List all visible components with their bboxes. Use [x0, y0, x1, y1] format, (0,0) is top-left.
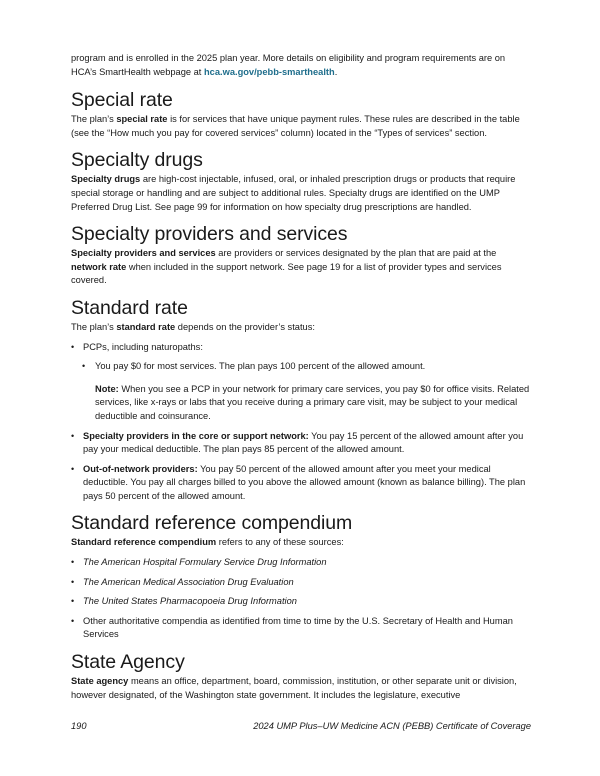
note-paragraph	[71, 383, 531, 424]
special-rate-text: The plan’s	[71, 114, 117, 125]
specialty-drugs-paragraph	[71, 173, 531, 214]
note-label: Note:	[95, 383, 119, 394]
specialty-providers-paragraph	[71, 247, 531, 288]
list-item	[71, 595, 531, 609]
list-item	[71, 576, 531, 590]
compendium-source: The American Hospital Formulary Service Drug Information	[83, 557, 327, 568]
bullet-icon: •	[82, 361, 86, 372]
compendium-source: The United States Pharmacopoeia Drug Information	[83, 596, 297, 607]
specialty-drugs-text: are high-cost injectable, infused, oral, or inhaled prescription drugs or products that require special storage or handling and are subject to additional rules. Specialty drugs are identified on the UMP Preferred Drug List. See page 99 for information on how specialty drug prescriptions are handled.	[71, 174, 516, 212]
list-item	[71, 615, 531, 642]
standard-rate-paragraph	[71, 321, 531, 335]
pcp-sub-bullet-text: You pay $0 for most services. The plan pays 100 percent of the allowed amount.	[95, 361, 426, 372]
compendium-term: Standard reference compendium	[71, 537, 217, 548]
standard-rate-term: standard rate	[116, 321, 176, 332]
intro-paragraph	[71, 52, 531, 79]
list-item	[71, 341, 531, 355]
compendium-paragraph	[71, 536, 531, 550]
compendium-source-other: Other authoritative compendia as identified from time to time by the U.S. Secretary of Health and Human Services	[83, 615, 513, 640]
special-rate-text-end: is for services that have unique payment rules. These rules are described in the table (see the “How much you pay for covered services” column) located in the “Types of services” section.	[71, 114, 520, 138]
heading-standard-rate: Standard rate	[71, 296, 188, 319]
heading-state-agency: State Agency	[71, 651, 185, 674]
bullet-icon: •	[71, 463, 75, 474]
bullet-icon: •	[71, 615, 75, 626]
list-item	[71, 360, 531, 374]
smarthealth-link[interactable]: hca.wa.gov/pebb-smarthealth	[203, 66, 335, 77]
state-agency-paragraph	[71, 675, 531, 702]
network-rate-term: network rate	[71, 261, 127, 272]
specialty-providers-text-end: when included in the support network. See page 19 for a list of provider types and services covered.	[71, 261, 502, 286]
bullet-icon: •	[71, 430, 75, 441]
page-number: 190	[71, 721, 87, 731]
heading-specialty-providers: Specialty providers and services	[71, 223, 348, 246]
special-rate-paragraph	[71, 113, 531, 140]
state-agency-term: State agency	[71, 676, 129, 687]
pcp-bullet-text: PCPs, including naturopaths:	[83, 341, 203, 352]
compendium-source: The American Medical Association Drug Evaluation	[83, 576, 294, 587]
standard-rate-text: The plan’s	[71, 321, 117, 332]
standard-rate-text-end: depends on the provider’s status:	[175, 321, 315, 332]
list-item	[71, 556, 531, 570]
specialty-drugs-term: Specialty drugs	[71, 174, 141, 185]
compendium-list	[71, 556, 531, 642]
specialty-network-text: You pay 15 percent of the allowed amount after you pay your medical deductible. The plan pays 85 percent of the allowed amount.	[83, 430, 524, 455]
list-item	[71, 430, 531, 457]
heading-special-rate: Special rate	[71, 89, 173, 112]
out-of-network-text: You pay 50 percent of the allowed amount after you meet your medical deductible. You pay all charges billed to you above the allowed amount (known as balance billing). The plan pays 50 percent of the allowed amount.	[83, 463, 526, 501]
special-rate-term: special rate	[116, 114, 168, 125]
standard-rate-list	[71, 341, 531, 504]
bullet-icon: •	[71, 341, 75, 352]
state-agency-text: means an office, department, board, commission, institution, or other separate unit or division, however designated, of the Washington state government. It includes the legislature, executive	[71, 676, 517, 700]
list-item	[71, 463, 531, 504]
specialty-providers-text: are providers or services designated by the plan that are paid at the	[215, 248, 497, 259]
out-of-network-label: Out-of-network providers:	[83, 463, 198, 474]
compendium-text: refers to any of these sources:	[216, 537, 344, 548]
intro-text: program and is enrolled in the 2025 plan year. More details on eligibility and program requirements are on HCA’s SmartHealth webpage at	[71, 53, 506, 77]
specialty-network-label: Specialty providers in the core or support network:	[83, 430, 309, 441]
intro-text-end: .	[334, 66, 338, 77]
specialty-providers-term: Specialty providers and services	[71, 248, 216, 259]
document-title: 2024 UMP Plus–UW Medicine ACN (PEBB) Certificate of Coverage	[253, 721, 531, 731]
page-content	[71, 52, 531, 702]
bullet-icon: •	[71, 576, 75, 587]
note-text: When you see a PCP in your network for primary care services, you pay $0 for office visits. Related services, like x-rays or labs that you receive during a primary care visit, may be subject to your medical deductible and coinsurance.	[95, 383, 530, 421]
bullet-icon: •	[71, 596, 75, 607]
heading-specialty-drugs: Specialty drugs	[71, 149, 203, 172]
bullet-icon: •	[71, 557, 75, 568]
heading-compendium: Standard reference compendium	[71, 512, 353, 535]
